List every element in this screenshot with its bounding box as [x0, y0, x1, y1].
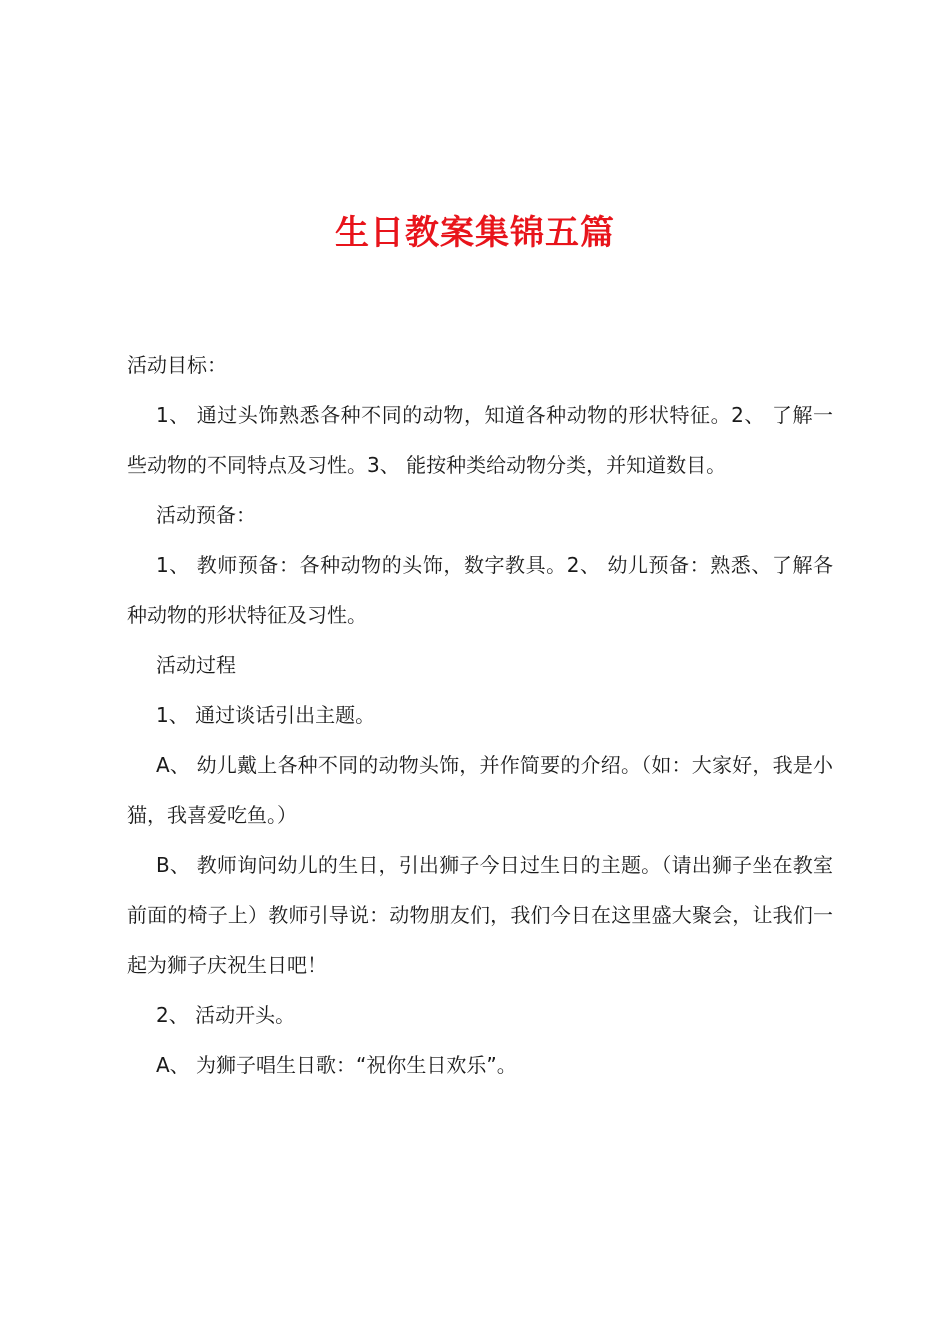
paragraph-activity-preparation-heading: 活动预备：	[156, 503, 256, 527]
paragraph-activity-goals-heading: 活动目标：	[127, 353, 227, 377]
paragraph-activity-process-heading: 活动过程	[156, 653, 236, 677]
paragraph-step-2: 2、 活动开头。	[156, 1003, 296, 1027]
paragraph-activity-goals: 1、 通过头饰熟悉各种不同的动物，知道各种动物的形状特征。2、 了解一些动物的不同特点及习性。3、 能按种类给动物分类，并知道数目。	[127, 403, 833, 477]
paragraph-step-1b: B、 教师询问幼儿的生日，引出狮子今日过生日的主题。（请出狮子坐在教室前面的椅子上）教师引导说：动物朋友们，我们今日在这里盛大聚会，让我们一起为狮子庆祝生日吧！	[127, 853, 833, 977]
paragraph-activity-preparation: 1、 教师预备：各种动物的头饰，数字教具。2、 幼儿预备：熟悉、了解各种动物的形状特征及习性。	[127, 553, 833, 627]
paragraph-step-1: 1、 通过谈话引出主题。	[156, 703, 376, 727]
paragraph-step-2a: A、 为狮子唱生日歌：“祝你生日欢乐”。	[156, 1053, 517, 1077]
document-title: 生日教案集锦五篇	[335, 213, 615, 253]
paragraph-step-1a: A、 幼儿戴上各种不同的动物头饰，并作简要的介绍。（如：大家好，我是小猫，我喜爱吃鱼。）	[127, 753, 833, 827]
document-body	[127, 340, 833, 1090]
